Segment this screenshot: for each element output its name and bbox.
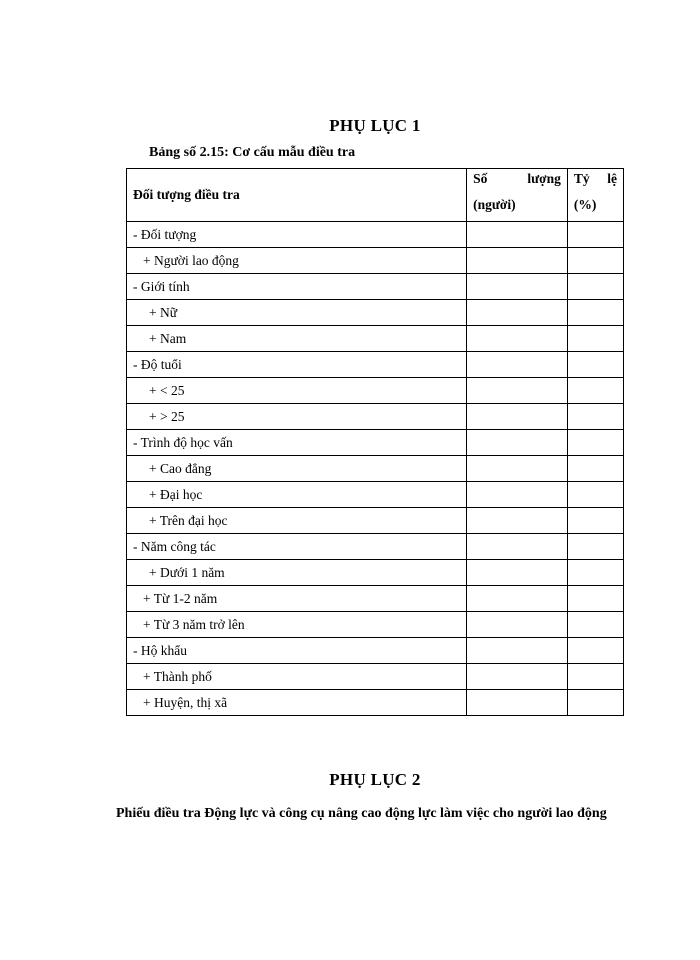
table-row (127, 352, 624, 378)
quantity-cell (467, 690, 568, 716)
quantity-cell (467, 534, 568, 560)
header-ratio-word-1: Tỷ (573, 171, 590, 186)
table-row (127, 222, 624, 248)
row-label: + Huyện, thị xã (127, 690, 467, 716)
header-quantity-word-2: lượng (527, 171, 561, 186)
row-label: - Độ tuổi (127, 352, 467, 378)
ratio-cell (567, 664, 623, 690)
row-label: + Nữ (127, 300, 467, 326)
table-row (127, 326, 624, 352)
ratio-cell (567, 586, 623, 612)
ratio-cell (567, 690, 623, 716)
ratio-cell (567, 352, 623, 378)
table-row (127, 248, 624, 274)
row-label: + > 25 (127, 404, 467, 430)
ratio-cell (567, 638, 623, 664)
quantity-cell (467, 482, 568, 508)
table-row (127, 534, 624, 560)
ratio-cell (567, 274, 623, 300)
quantity-cell (467, 560, 568, 586)
quantity-cell (467, 222, 568, 248)
ratio-cell (567, 508, 623, 534)
quantity-cell (467, 300, 568, 326)
ratio-cell (567, 534, 623, 560)
ratio-cell (567, 378, 623, 404)
row-label: - Đối tượng (127, 222, 467, 248)
row-label: - Trình độ học vấn (127, 430, 467, 456)
header-quantity (467, 169, 568, 222)
header-subject: Đối tượng điều tra (127, 169, 467, 222)
row-label: - Giới tính (127, 274, 467, 300)
row-label: - Hộ khẩu (127, 638, 467, 664)
quantity-cell (467, 456, 568, 482)
header-quantity-word-1: Số (473, 171, 488, 186)
row-label: + Cao đẳng (127, 456, 467, 482)
table-row (127, 482, 624, 508)
quantity-cell (467, 638, 568, 664)
ratio-cell (567, 326, 623, 352)
appendix-2-title: PHỤ LỤC 2 (329, 770, 421, 789)
ratio-cell (567, 404, 623, 430)
row-label: + Từ 3 năm trở lên (127, 612, 467, 638)
row-label: + Nam (127, 326, 467, 352)
survey-sample-table (126, 168, 624, 716)
quantity-cell (467, 612, 568, 638)
quantity-cell (467, 378, 568, 404)
header-ratio (567, 169, 623, 222)
quantity-cell (467, 326, 568, 352)
table-row (127, 560, 624, 586)
row-label: - Năm công tác (127, 534, 467, 560)
ratio-cell (567, 456, 623, 482)
ratio-cell (567, 560, 623, 586)
ratio-cell (567, 430, 623, 456)
quantity-cell (467, 508, 568, 534)
table-row (127, 586, 624, 612)
quantity-cell (467, 586, 568, 612)
header-quantity-unit: (người) (473, 197, 516, 212)
row-label: + Đại học (127, 482, 467, 508)
quantity-cell (467, 274, 568, 300)
table-caption: Bảng số 2.15: Cơ cấu mẫu điều tra (149, 145, 356, 160)
ratio-cell (567, 300, 623, 326)
row-label: + Thành phố (127, 664, 467, 690)
ratio-cell (567, 612, 623, 638)
header-ratio-unit: (%) (573, 197, 597, 212)
table-row (127, 638, 624, 664)
row-label: + Dưới 1 năm (127, 560, 467, 586)
survey-form-heading: Phiếu điều tra Động lực và công cụ nâng cao động lực làm việc cho người lao động (116, 806, 607, 821)
ratio-cell (567, 222, 623, 248)
ratio-cell (567, 482, 623, 508)
table-row (127, 612, 624, 638)
quantity-cell (467, 664, 568, 690)
quantity-cell (467, 404, 568, 430)
row-label: + < 25 (127, 378, 467, 404)
row-label: + Từ 1-2 năm (127, 586, 467, 612)
row-label: + Người lao động (127, 248, 467, 274)
quantity-cell (467, 352, 568, 378)
table-row (127, 690, 624, 716)
table-row (127, 378, 624, 404)
quantity-cell (467, 430, 568, 456)
row-label: + Trên đại học (127, 508, 467, 534)
quantity-cell (467, 248, 568, 274)
table-row (127, 664, 624, 690)
table-row (127, 508, 624, 534)
ratio-cell (567, 248, 623, 274)
appendix-1-title: PHỤ LỤC 1 (329, 116, 421, 135)
table-row (127, 404, 624, 430)
table-row (127, 300, 624, 326)
header-ratio-word-2: lệ (607, 171, 617, 186)
table-header-row (127, 169, 624, 222)
table-row (127, 274, 624, 300)
table-row (127, 430, 624, 456)
table-row (127, 456, 624, 482)
